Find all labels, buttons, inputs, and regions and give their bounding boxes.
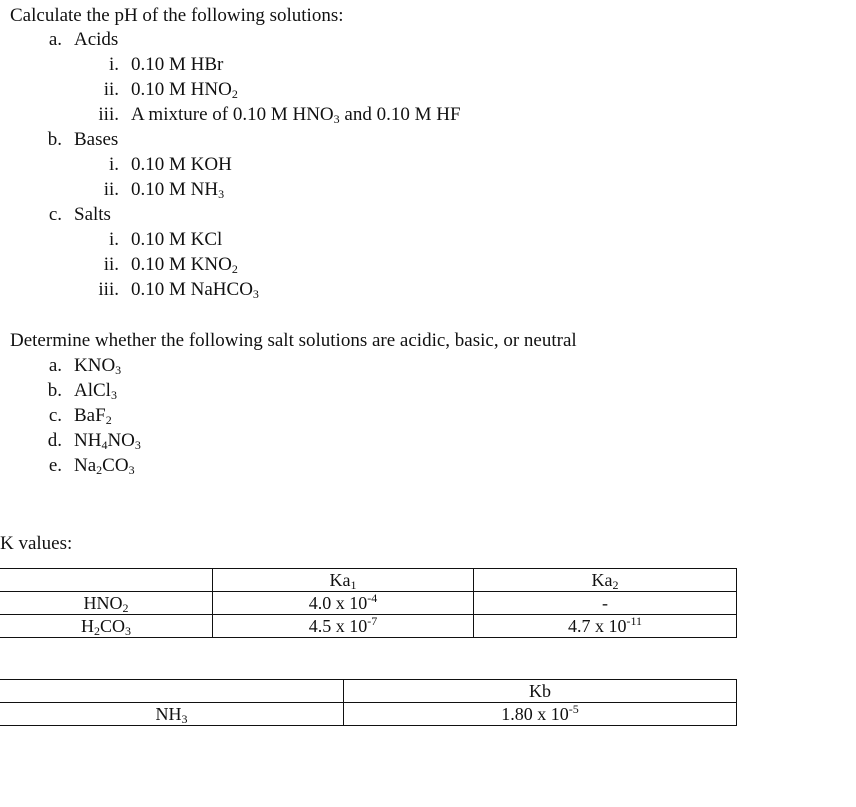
list-item: a. $KNO_3$ [48, 355, 122, 377]
list-item: i. 0.10 M KOH [108, 154, 232, 175]
list-item: b. AlCl$_3$ [47, 380, 117, 402]
group-acids [40, 29, 118, 51]
ka-table [0, 568, 737, 638]
list-item: d. $NH_4NO_3$ [47, 430, 141, 452]
list-item: ii. 0.10 M $HNO_2$ [103, 79, 238, 101]
group-label: Acids [74, 29, 119, 50]
kb-value: 1.80 x $10^{-5}$ [344, 703, 737, 726]
kb-table [0, 679, 737, 726]
list-item: iii. 0.10 M NaHCO$_3$ [98, 279, 259, 301]
compound-name: $H_2CO_3$ [0, 615, 213, 638]
group-label: Salts [74, 204, 111, 225]
table-row [0, 615, 737, 638]
list-marker: a. [48, 29, 62, 50]
group-label: Bases [74, 129, 119, 150]
table-header-row [0, 569, 737, 592]
compound-name: $NH_3$ [0, 703, 344, 726]
list-item: c. BaF$_2$ [48, 405, 112, 427]
table-header-row [0, 680, 737, 703]
list-item: ii. 0.10 M $NH_3$ [103, 179, 225, 201]
group-salts [40, 204, 111, 226]
list-marker: b. [47, 129, 62, 150]
section2-title: Determine whether the following salt solutions are acidic, basic, or neutral [10, 330, 577, 351]
ka1-value: 4.5 x $10^{-7}$ [213, 615, 474, 638]
list-marker: c. [48, 204, 62, 225]
ka2-value: 4.7 x $10^{-11}$ [474, 615, 737, 638]
compound-name: $HNO_2$ [0, 592, 213, 615]
group-bases [40, 129, 118, 151]
list-item: e. $Na_2CO_3$ [48, 455, 135, 477]
header-ka2: $Ka_2$ [474, 569, 737, 592]
list-item: ii. 0.10 M $KNO_2$ [103, 254, 238, 276]
list-item: iii. A mixture of 0.10 M $HNO_3$ and 0.10 M HF [98, 104, 461, 126]
list-item: i. 0.10 M KCl [108, 229, 223, 250]
table-row [0, 703, 737, 726]
table-cell [0, 680, 344, 703]
k-values-label: K values: [0, 533, 73, 554]
header-kb: Kb [344, 680, 737, 703]
ka2-value: - [474, 592, 737, 615]
section1-title: Calculate the pH of the following solutions: [10, 5, 344, 26]
table-cell [0, 569, 213, 592]
list-item: i. 0.10 M HBr [108, 54, 224, 75]
header-ka1: $Ka_1$ [213, 569, 474, 592]
table-row [0, 592, 737, 615]
ka1-value: 4.0 x $10^{-4}$ [213, 592, 474, 615]
